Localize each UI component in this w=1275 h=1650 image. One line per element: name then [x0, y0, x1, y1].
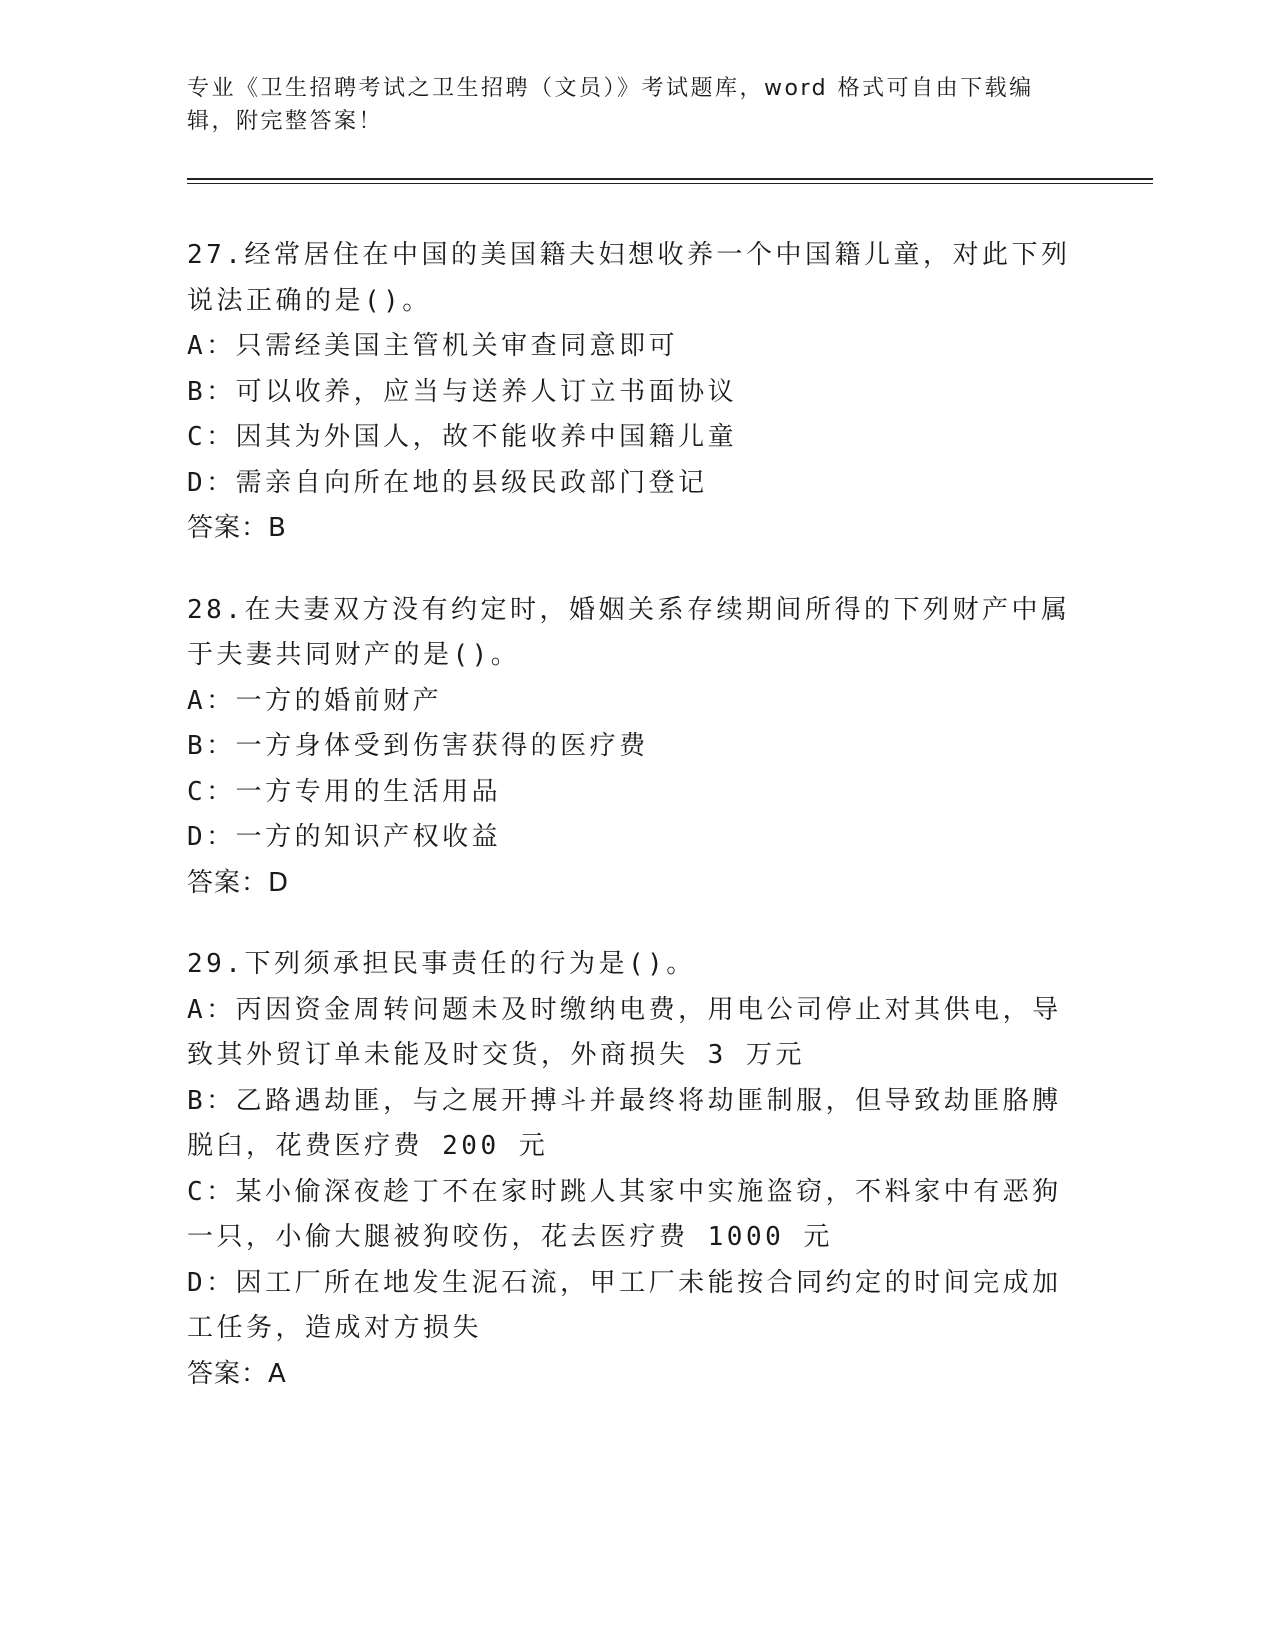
- answer-line: [187, 506, 1087, 552]
- answer-value: B: [268, 513, 287, 543]
- option-d: D：一方的知识产权收益: [187, 822, 502, 852]
- question-stem: 29.下列须承担民事责任的行为是()。: [187, 949, 696, 979]
- option-a: A：丙因资金周转问题未及时缴纳电费，用电公司停止对其供电，导致其外贸订单未能及时交货，外商损失 3 万元: [187, 994, 1062, 1070]
- option-b: B：一方身体受到伤害获得的医疗费: [187, 731, 649, 761]
- question-list: [187, 233, 1087, 1433]
- question-29: [187, 942, 1087, 1397]
- answer-line: [187, 861, 1087, 907]
- option-b: B：乙路遇劫匪，与之展开搏斗并最终将劫匪制服，但导致劫匪胳膊脱臼，花费医疗费 200 元: [187, 1085, 1062, 1161]
- question-stem: 27.经常居住在中国的美国籍夫妇想收养一个中国籍儿童，对此下列说法正确的是()。: [187, 240, 1071, 316]
- option-b: B：可以收养，应当与送养人订立书面协议: [187, 376, 738, 407]
- question-stem: 28.在夫妻双方没有约定时，婚姻关系存续期间所得的下列财产中属于夫妻共同财产的是()。: [187, 594, 1071, 670]
- option-c: C：因其为外国人，故不能收养中国籍儿童: [187, 422, 738, 452]
- page-header: 专业《卫生招聘考试之卫生招聘（文员）》考试题库，word 格式可自由下载编辑，附完整答案！: [187, 76, 1034, 134]
- question-28: [187, 588, 1087, 907]
- header-divider: [187, 178, 1153, 184]
- answer-value: D: [268, 867, 290, 898]
- answer-value: A: [268, 1358, 287, 1389]
- answer-label: 答案：: [187, 867, 269, 898]
- option-c: C：某小偷深夜趁丁不在家时跳人其家中实施盗窃，不料家中有恶狗一只，小偷大腿被狗咬伤，花去医疗费 1000 元: [187, 1176, 1062, 1252]
- option-d: D：因工厂所在地发生泥石流，甲工厂未能按合同约定的时间完成加工任务，造成对方损失: [187, 1267, 1062, 1343]
- option-a: A：只需经美国主管机关审查同意即可: [187, 331, 679, 361]
- answer-line: [187, 1352, 1087, 1398]
- option-c: C：一方专用的生活用品: [187, 776, 502, 807]
- answer-label: 答案：: [187, 1358, 269, 1389]
- option-d: D：需亲自向所在地的县级民政部门登记: [187, 467, 708, 498]
- option-a: A：一方的婚前财产: [187, 685, 443, 716]
- question-27: [187, 233, 1087, 552]
- answer-label: 答案：: [187, 513, 269, 543]
